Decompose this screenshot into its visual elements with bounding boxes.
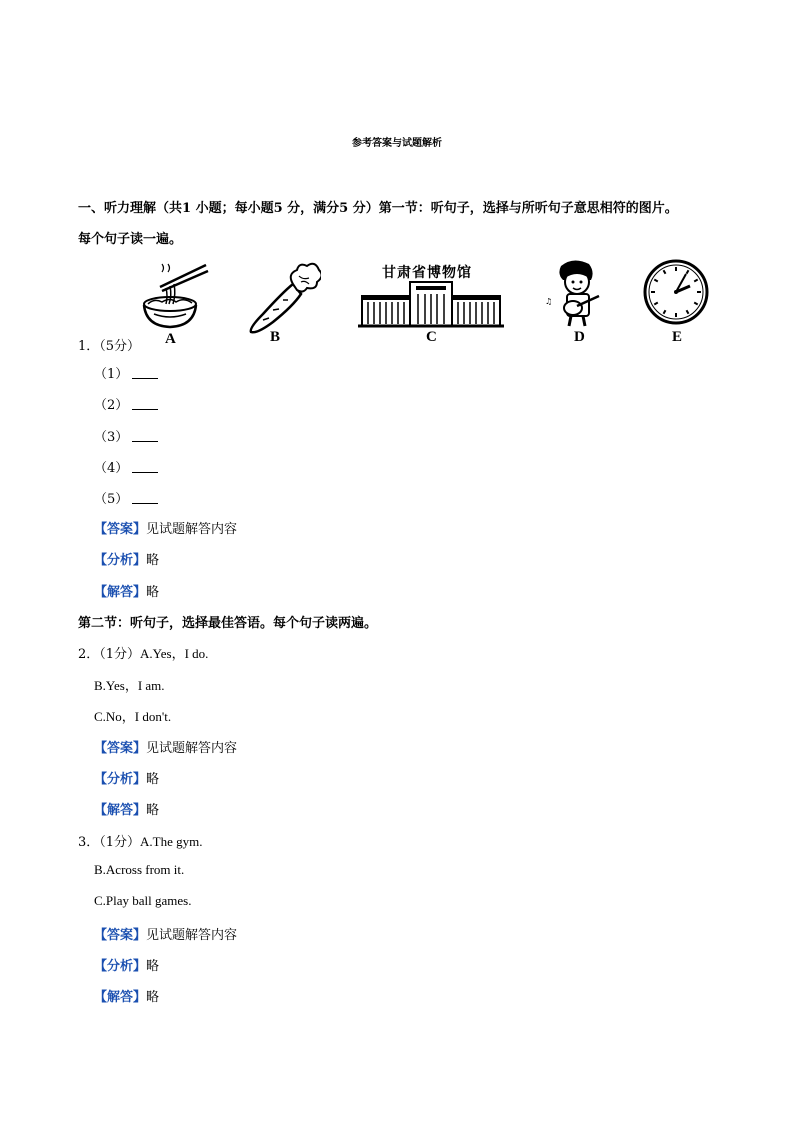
analysis-text: 略: [146, 553, 160, 568]
q2-solution: [94, 799, 159, 818]
svg-text:♫: ♫: [545, 297, 553, 306]
solution-text: 略: [146, 990, 160, 1005]
solution-tag: 【解答】: [94, 990, 147, 1005]
q3-stem: 3．（1分）A.The gym.: [78, 834, 203, 850]
analysis-tag: 【分析】: [94, 553, 147, 568]
picture-letter-c: C: [426, 329, 437, 345]
solution-tag: 【解答】: [94, 803, 147, 818]
q1-item-label: （2）: [94, 398, 129, 413]
q3-answer: [94, 924, 237, 943]
analysis-text: 略: [146, 772, 160, 787]
clock-icon: [642, 258, 710, 326]
q3-analysis: [94, 955, 159, 974]
picture-letter-b: B: [270, 329, 281, 345]
section1-heading-cont: 每个句子读一遍。: [78, 232, 183, 247]
museum-caption: 甘肃省博物馆: [382, 265, 472, 281]
answer-blank[interactable]: [132, 491, 158, 504]
section2-heading: 第二节：听句子，选择最佳答语。每个句子读两遍。: [78, 616, 378, 631]
q1-solution: [94, 581, 159, 600]
analysis-text: 略: [146, 959, 160, 974]
q3-option-a: A.The gym.: [140, 834, 203, 849]
answer-text: 见试题解答内容: [146, 522, 238, 537]
noodles-bowl-icon: [140, 262, 210, 332]
q1-answer: [94, 518, 237, 537]
page-title: 参考答案与试题解析: [352, 138, 442, 149]
answer-text: 见试题解答内容: [146, 928, 238, 943]
q3-option-c: C.Play ball games.: [94, 893, 192, 908]
answer-blank[interactable]: [132, 429, 158, 442]
boy-guitar-icon: [543, 258, 607, 328]
analysis-tag: 【分析】: [94, 772, 147, 787]
q1-item-label: （3）: [94, 430, 129, 445]
q2-option-b: B.Yes，I am.: [94, 678, 165, 693]
q2-answer: [94, 737, 237, 756]
q1-item-label: （5）: [94, 492, 129, 507]
q2-option-c: C.No，I don't.: [94, 709, 172, 724]
picture-letter-e: E: [672, 329, 683, 345]
picture-letter-d: D: [574, 329, 585, 345]
q2-option-a: A.Yes，I do.: [140, 646, 209, 661]
q1-item: [94, 394, 158, 413]
museum-building-icon: [358, 280, 504, 328]
analysis-tag: 【分析】: [94, 959, 147, 974]
answer-tag: 【答案】: [94, 522, 147, 537]
q1-item: [94, 426, 158, 445]
solution-text: 略: [146, 803, 160, 818]
q2-stem: 2．（1分）A.Yes，I do.: [78, 646, 209, 662]
answer-tag: 【答案】: [94, 741, 147, 756]
q2-analysis: [94, 768, 159, 787]
answer-blank[interactable]: [132, 460, 158, 473]
q1-analysis: [94, 549, 159, 568]
answer-blank[interactable]: [132, 397, 158, 410]
solution-text: 略: [146, 585, 160, 600]
q1-item-label: （4）: [94, 461, 129, 476]
q3-solution: [94, 986, 159, 1005]
answer-tag: 【答案】: [94, 928, 147, 943]
solution-tag: 【解答】: [94, 585, 147, 600]
q1-item: [94, 488, 158, 507]
carrot-icon: [243, 262, 321, 334]
q1-item: [94, 457, 158, 476]
q1-item: [94, 363, 158, 382]
q3-option-b: B.Across from it.: [94, 862, 185, 877]
answer-text: 见试题解答内容: [146, 741, 238, 756]
q1-item-label: （1）: [94, 367, 129, 382]
answer-blank[interactable]: [132, 366, 158, 379]
picture-letter-a: A: [165, 331, 176, 347]
q1-stem: 1．（5分）: [78, 339, 141, 354]
section1-heading: 一、听力理解（共1 小题；每小题5 分，满分5 分）第一节：听句子，选择与所听句子意思相符的图片。: [78, 201, 678, 216]
